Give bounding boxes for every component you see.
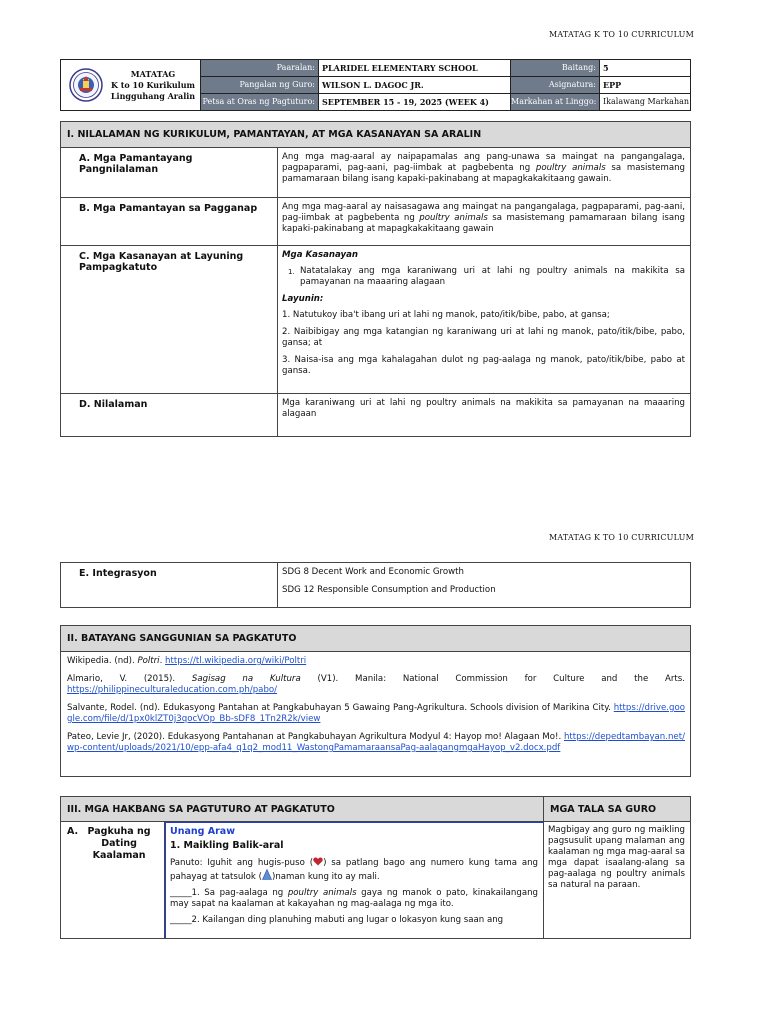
row-integration	[61, 563, 690, 607]
reference-3-text: Salvante, Rodel. (nd). Edukasyong Pantahan at Pangkabuhayan 5 Gawaing Pang-Agrikultura. Schools division of Marikina City.	[67, 703, 614, 713]
row-content-standards	[61, 148, 690, 198]
integration-table	[60, 562, 691, 608]
integration-item-1: SDG 8 Decent Work and Economic Growth	[282, 567, 464, 577]
lesson-header	[60, 59, 691, 111]
header-logo-cell	[61, 60, 201, 110]
header-titles	[107, 69, 199, 102]
review-item-1-text-1: _____1. Sa pag-aalaga ng	[170, 888, 288, 898]
layunin-item-2: 2. Naibibigay ang mga katangian ng karaniwang uri at lahi ng manok, pato/itik/bibe, pabo, gansa; at	[282, 327, 685, 348]
content-text: Mga karaniwang uri at lahi ng poultry animals na makikita sa pamayanan na maaaring alagaan	[282, 398, 685, 419]
teacher-label: Pangalan ng Guro:	[201, 77, 318, 93]
layunin-heading: Layunin:	[282, 294, 324, 304]
prior-knowledge-label: Pagkuha ng Dating Kaalaman	[87, 826, 151, 861]
content-standards-label: A. Mga Pamantayang Pangnilalaman	[61, 148, 278, 197]
date-value: SEPTEMBER 15 - 19, 2025 (WEEK 4)	[318, 94, 510, 110]
kasanayan-item-text: Natatalakay ang mga karaniwang uri at lahi ng poultry animals na makikita sa pamayanan na maaaring alagaan	[300, 266, 685, 287]
content-label: D. Nilalaman	[61, 394, 278, 436]
panuto-text-3: )naman kung ito ay mali.	[271, 872, 380, 882]
reference-1-title: Poltri	[137, 656, 160, 666]
competencies-label: C. Mga Kasanayan at Layuning Pampagkatuto	[61, 246, 278, 393]
performance-standards-text	[278, 198, 690, 245]
section-3-row-a	[61, 822, 690, 938]
kasanayan-heading: Mga Kasanayan	[282, 250, 359, 260]
header-title-kurikulum: K to 10 Kurikulum	[111, 80, 195, 90]
subject-value: EPP	[599, 77, 690, 93]
kasanayan-item-number: 1.	[288, 268, 295, 276]
reference-1-text: Wikipedia. (nd).	[67, 656, 138, 666]
reference-4-text: Pateo, Levie Jr, (2020). Edukasyong Pantahanan at Pangkabuhayan Agrikultura Modyul 4: Hayop mo! Alagaan Mo!.	[67, 732, 564, 742]
date-label: Petsa at Oras ng Pagtuturo:	[201, 94, 318, 110]
panuto-text	[170, 857, 538, 883]
reference-2-title: Sagisag na Kultura	[191, 674, 301, 684]
reference-3	[67, 703, 685, 725]
integration-item-2: SDG 12 Responsible Consumption and Production	[282, 585, 496, 595]
panuto-text-2: ) sa patlang bago ang numero kung tama ang pahayag at tatsulok (	[170, 858, 538, 882]
performance-standards-label: B. Mga Pamantayan sa Pagganap	[61, 198, 278, 245]
day-label: Unang Araw	[170, 826, 235, 837]
performance-standards-em: poultry animals	[419, 213, 488, 223]
school-value: PLARIDEL ELEMENTARY SCHOOL	[318, 60, 510, 77]
section-3-header-row	[61, 797, 690, 822]
header-title-aralin: Lingguhang Aralin	[110, 91, 196, 101]
section-3-table	[60, 796, 691, 939]
deped-seal-icon	[69, 68, 103, 102]
reference-2-link[interactable]: https://philippineculturaleducation.com.ph/pabo/	[67, 685, 278, 695]
reference-2-text: Almario, V. (2015).	[67, 674, 192, 684]
teacher-notes-heading: MGA TALA SA GURO	[550, 803, 657, 815]
section-1-heading: I. NILALAMAN NG KURIKULUM, PAMANTAYAN, AT MGA KASANAYAN SA ARALIN	[61, 122, 690, 148]
panuto-text-1: Panuto: Iguhit ang hugis-puso (	[170, 858, 314, 868]
review-activity	[165, 822, 544, 938]
header-row-teacher	[201, 76, 690, 93]
layunin-item-3: 3. Naisa-isa ang mga kahalagahan dulot ng pag-aalaga ng manok, pato/itik/bibe, pabo at gansa.	[282, 355, 685, 376]
curriculum-page-label: MATATAG K TO 10 CURRICULUM	[548, 30, 694, 39]
performance-standards-text-1: Ang mga mag-aaral ay naisasagawa ang maingat na pangangalaga, pagpaparami, pag-aani, pag-iimbak at pagbebenta ng	[282, 202, 685, 223]
prior-knowledge-letter: A.	[67, 826, 79, 837]
triangle-shape-icon	[262, 869, 272, 880]
teacher-notes-text: Magbigay ang guro ng maikling pagsusulit upang malaman ang kaalaman ng mga mag-aaral sa mga dapat isaalang-alang sa pag-aalaga ng poultry animals sa natural na paraan.	[548, 825, 685, 890]
reference-4-link[interactable]: https://depedtambayan.net/wp-content/uploads/2021/10/epp-afa4_q1q2_mod11_WastongPamamaraansaPag-aalagangmgaHayop_v2.docx.pdf	[67, 732, 685, 753]
layunin-item-1: 1. Natutukoy iba't ibang uri at lahi ng manok, pato/itik/bibe, pabo, at gansa;	[282, 310, 610, 320]
row-competencies	[61, 246, 690, 394]
reference-4	[67, 732, 685, 754]
review-item-2: _____2. Kailangan ding planuhing mabuti ang lugar o lokasyon kung saan ang	[170, 915, 504, 925]
quarter-label: Markahan at Linggo:	[510, 94, 599, 110]
references-list	[61, 652, 690, 754]
quarter-value: Ikalawang Markahan	[599, 94, 690, 110]
section-2-table	[60, 625, 691, 777]
header-title-matatag: MATATAG	[130, 69, 176, 79]
school-label: Paaralan:	[201, 60, 318, 77]
reference-3-link[interactable]: https://drive.google.com/file/d/1px0klZT0j3qocVOp_Bb-sDF8_1Tn2R2k/view	[67, 703, 685, 724]
reference-2	[67, 674, 685, 696]
prior-knowledge-label-cell	[61, 822, 165, 938]
content-standards-text-2: sa masistemang pamamaraan bilang isang kapaki-pakinabang at mapagkakakitaang gawain.	[282, 163, 686, 184]
competencies-content	[278, 246, 690, 393]
reference-1-dot: .	[159, 656, 166, 666]
integration-label: E. Integrasyon	[61, 563, 278, 607]
content-standards-text-1: Ang mga mag-aaral ay naipapamalas ang pang-unawa sa maingat na pangangalaga, pagpaparami, pag-aani, pag-iimbak at pagbebenta ng	[282, 152, 685, 173]
header-row-date	[201, 93, 690, 110]
integration-content	[278, 563, 690, 607]
grade-value: 5	[599, 60, 690, 77]
row-content	[61, 394, 690, 436]
review-item-1	[170, 888, 538, 910]
content-standards-text	[278, 148, 690, 197]
kasanayan-item	[282, 266, 685, 288]
header-row-school	[201, 60, 690, 77]
reference-1-link[interactable]: https://tl.wikipedia.org/wiki/Poltri	[165, 656, 307, 666]
reference-2-text-2: (V1). Manila: National Commission for Culture and the Arts.	[300, 674, 685, 684]
subject-label: Asignatura:	[510, 77, 599, 93]
row-performance-standards	[61, 198, 690, 246]
curriculum-page-label-2: MATATAG K TO 10 CURRICULUM	[548, 533, 694, 542]
reference-1	[67, 656, 685, 667]
review-item-1-text-2: gaya ng manok o pato, kinakailangang may sapat na kaalaman at kakayahan ng mag-aalaga ng mga ito.	[170, 888, 539, 909]
heart-shape-icon	[313, 857, 323, 866]
grade-label: Baitang:	[510, 60, 599, 77]
section-2-heading: II. BATAYANG SANGGUNIAN SA PAGKATUTO	[61, 626, 690, 652]
performance-standards-text-2: sa masistemang pamamaraan bilang isang kapaki-pakinabang at mapagkakakitaang gawain	[282, 213, 685, 234]
teacher-value: WILSON L. DAGOC JR.	[318, 77, 510, 93]
review-subheading: 1. Maikling Balik-aral	[170, 840, 284, 851]
section-1-table	[60, 121, 691, 437]
review-item-1-em: poultry animals	[287, 888, 357, 898]
section-3-heading: III. MGA HAKBANG SA PAGTUTURO AT PAGKATUTO	[61, 797, 544, 821]
content-standards-em: poultry animals	[535, 163, 606, 173]
